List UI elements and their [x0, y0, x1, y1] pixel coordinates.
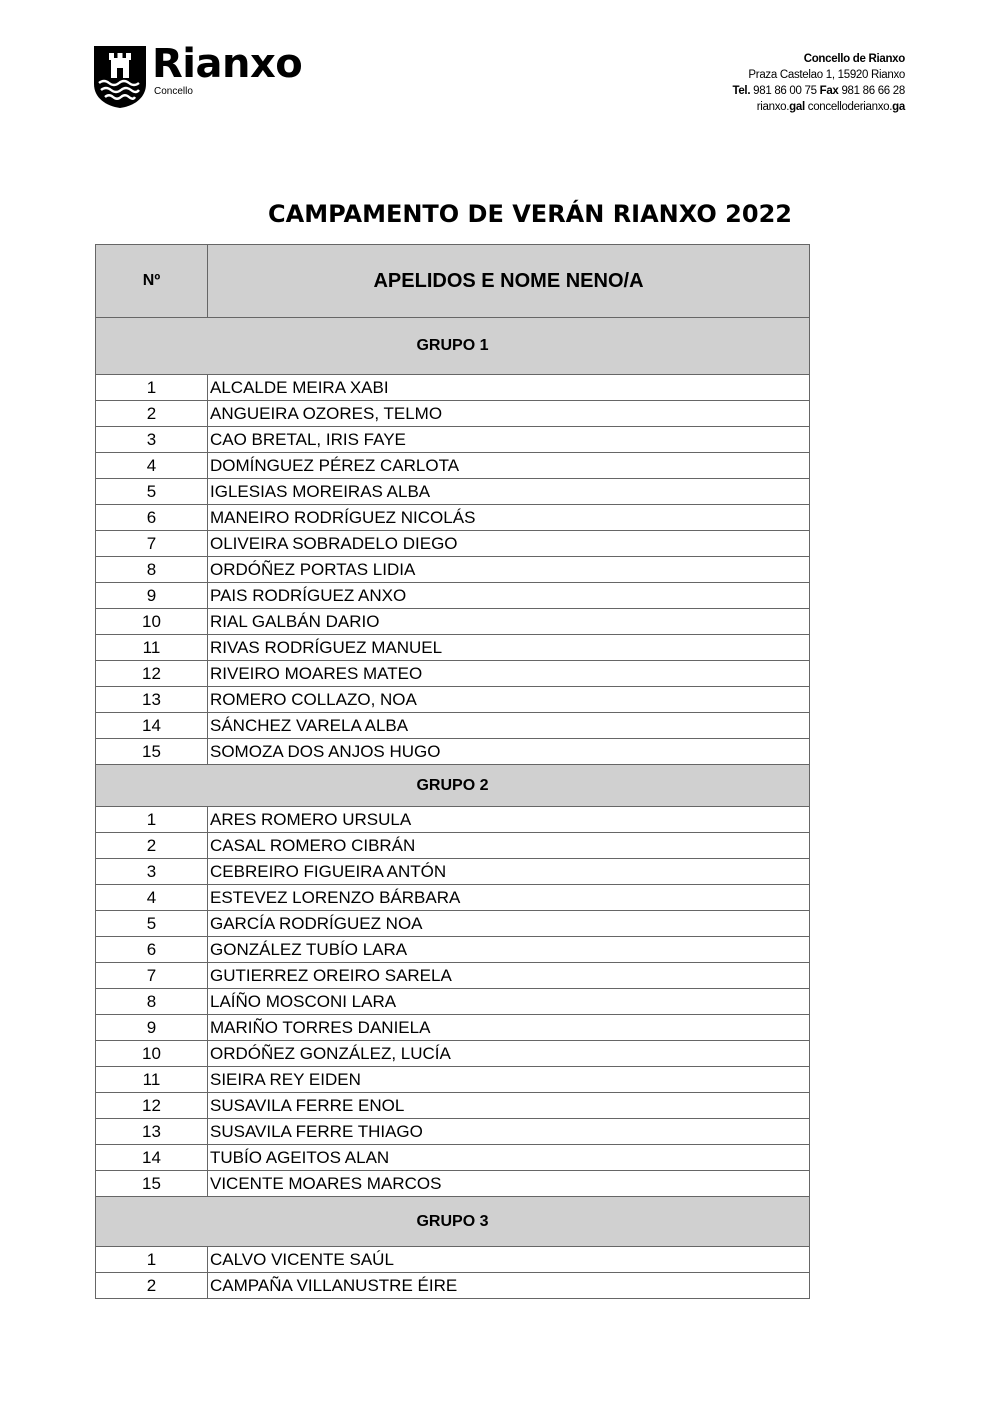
table-row	[96, 687, 810, 713]
table-row	[96, 937, 810, 963]
row-number: 11	[96, 1067, 208, 1093]
child-name: PAIS RODRÍGUEZ ANXO	[208, 583, 810, 609]
web-line	[732, 99, 905, 115]
column-header-name: APELIDOS E NOME NENO/A	[208, 245, 810, 318]
tel-number: 981 86 00 75	[753, 85, 817, 97]
row-number: 5	[96, 911, 208, 937]
table-row	[96, 1067, 810, 1093]
table-row	[96, 1145, 810, 1171]
child-name: RIVEIRO MOARES MATEO	[208, 661, 810, 687]
table-row	[96, 1273, 810, 1299]
coat-of-arms-icon	[94, 46, 146, 108]
child-name: CALVO VICENTE SAÚL	[208, 1247, 810, 1273]
child-name: MARIÑO TORRES DANIELA	[208, 1015, 810, 1041]
row-number: 3	[96, 859, 208, 885]
table-header-row	[96, 245, 810, 318]
group-header-row	[96, 765, 810, 807]
group-header-row	[96, 318, 810, 375]
table-row	[96, 479, 810, 505]
child-name: RIAL GALBÁN DARIO	[208, 609, 810, 635]
child-name: LAÍÑO MOSCONI LARA	[208, 989, 810, 1015]
table-row	[96, 833, 810, 859]
child-name: OLIVEIRA SOBRADELO DIEGO	[208, 531, 810, 557]
table-row	[96, 1119, 810, 1145]
row-number: 12	[96, 1093, 208, 1119]
row-number: 2	[96, 833, 208, 859]
child-name: SOMOZA DOS ANJOS HUGO	[208, 739, 810, 765]
child-name: GUTIERREZ OREIRO SARELA	[208, 963, 810, 989]
row-number: 4	[96, 453, 208, 479]
row-number: 6	[96, 505, 208, 531]
row-number: 1	[96, 807, 208, 833]
child-name: SUSAVILA FERRE THIAGO	[208, 1119, 810, 1145]
org-name: Concello de Rianxo	[803, 53, 905, 65]
table-row	[96, 911, 810, 937]
row-number: 11	[96, 635, 208, 661]
concello-logo	[94, 41, 303, 110]
child-name: GARCÍA RODRÍGUEZ NOA	[208, 911, 810, 937]
table-row	[96, 1015, 810, 1041]
page-title: CAMPAMENTO DE VERÁN RIANXO 2022	[268, 200, 792, 228]
row-number: 7	[96, 531, 208, 557]
row-number: 1	[96, 1247, 208, 1273]
child-name: ROMERO COLLAZO, NOA	[208, 687, 810, 713]
row-number: 1	[96, 375, 208, 401]
group-label: GRUPO 1	[96, 318, 810, 375]
table-row	[96, 807, 810, 833]
child-name: ALCALDE MEIRA XABI	[208, 375, 810, 401]
child-name: ARES ROMERO URSULA	[208, 807, 810, 833]
table-row	[96, 963, 810, 989]
fax-label: Fax	[819, 85, 839, 97]
address: Praza Castelao 1, 15920 Rianxo	[748, 69, 905, 81]
group-header-row	[96, 1197, 810, 1247]
roster-body	[96, 318, 810, 1299]
table-row	[96, 859, 810, 885]
row-number: 10	[96, 1041, 208, 1067]
table-row	[96, 1093, 810, 1119]
table-row	[96, 427, 810, 453]
contact-info	[732, 51, 905, 115]
child-name: CEBREIRO FIGUEIRA ANTÓN	[208, 859, 810, 885]
child-name: ESTEVEZ LORENZO BÁRBARA	[208, 885, 810, 911]
child-name: SUSAVILA FERRE ENOL	[208, 1093, 810, 1119]
table-row	[96, 375, 810, 401]
row-number: 3	[96, 427, 208, 453]
table-row	[96, 583, 810, 609]
row-number: 13	[96, 687, 208, 713]
table-row	[96, 609, 810, 635]
logo-wordmark: Rianxo	[152, 41, 303, 87]
row-number: 14	[96, 713, 208, 739]
tel-label: Tel.	[732, 85, 751, 97]
child-name: SÁNCHEZ VARELA ALBA	[208, 713, 810, 739]
row-number: 9	[96, 1015, 208, 1041]
fax-number: 981 86 66 28	[841, 85, 905, 97]
row-number: 7	[96, 963, 208, 989]
row-number: 4	[96, 885, 208, 911]
row-number: 9	[96, 583, 208, 609]
table-row	[96, 453, 810, 479]
child-name: ORDÓÑEZ PORTAS LIDIA	[208, 557, 810, 583]
table-row	[96, 885, 810, 911]
table-row	[96, 713, 810, 739]
column-header-number: Nº	[96, 245, 208, 318]
row-number: 2	[96, 401, 208, 427]
child-name: CASAL ROMERO CIBRÁN	[208, 833, 810, 859]
table-row	[96, 557, 810, 583]
table-row	[96, 401, 810, 427]
row-number: 8	[96, 989, 208, 1015]
row-number: 13	[96, 1119, 208, 1145]
web2-tld: ga	[892, 101, 905, 113]
group-label: GRUPO 2	[96, 765, 810, 807]
child-name: RIVAS RODRÍGUEZ MANUEL	[208, 635, 810, 661]
table-row	[96, 635, 810, 661]
child-name: CAMPAÑA VILLANUSTRE ÉIRE	[208, 1273, 810, 1299]
table-row	[96, 531, 810, 557]
child-name: MANEIRO RODRÍGUEZ NICOLÁS	[208, 505, 810, 531]
logo-subtitle: Concello	[154, 86, 193, 97]
child-name: ORDÓÑEZ GONZÁLEZ, LUCÍA	[208, 1041, 810, 1067]
web1-domain: rianxo.	[756, 101, 790, 113]
roster-table	[95, 244, 810, 1299]
row-number: 15	[96, 739, 208, 765]
phone-line	[732, 83, 905, 99]
group-label: GRUPO 3	[96, 1197, 810, 1247]
child-name: VICENTE MOARES MARCOS	[208, 1171, 810, 1197]
child-name: GONZÁLEZ TUBÍO LARA	[208, 937, 810, 963]
table-row	[96, 1041, 810, 1067]
table-row	[96, 739, 810, 765]
row-number: 10	[96, 609, 208, 635]
child-name: SIEIRA REY EIDEN	[208, 1067, 810, 1093]
table-row	[96, 989, 810, 1015]
child-name: ANGUEIRA OZORES, TELMO	[208, 401, 810, 427]
child-name: CAO BRETAL, IRIS FAYE	[208, 427, 810, 453]
web2-domain: concelloderianxo.	[807, 101, 893, 113]
table-row	[96, 661, 810, 687]
row-number: 8	[96, 557, 208, 583]
row-number: 12	[96, 661, 208, 687]
table-row	[96, 1171, 810, 1197]
child-name: IGLESIAS MOREIRAS ALBA	[208, 479, 810, 505]
table-row	[96, 1247, 810, 1273]
child-name: TUBÍO AGEITOS ALAN	[208, 1145, 810, 1171]
row-number: 14	[96, 1145, 208, 1171]
child-name: DOMÍNGUEZ PÉREZ CARLOTA	[208, 453, 810, 479]
row-number: 5	[96, 479, 208, 505]
row-number: 2	[96, 1273, 208, 1299]
table-row	[96, 505, 810, 531]
web1-tld: gal	[789, 101, 805, 113]
row-number: 6	[96, 937, 208, 963]
row-number: 15	[96, 1171, 208, 1197]
